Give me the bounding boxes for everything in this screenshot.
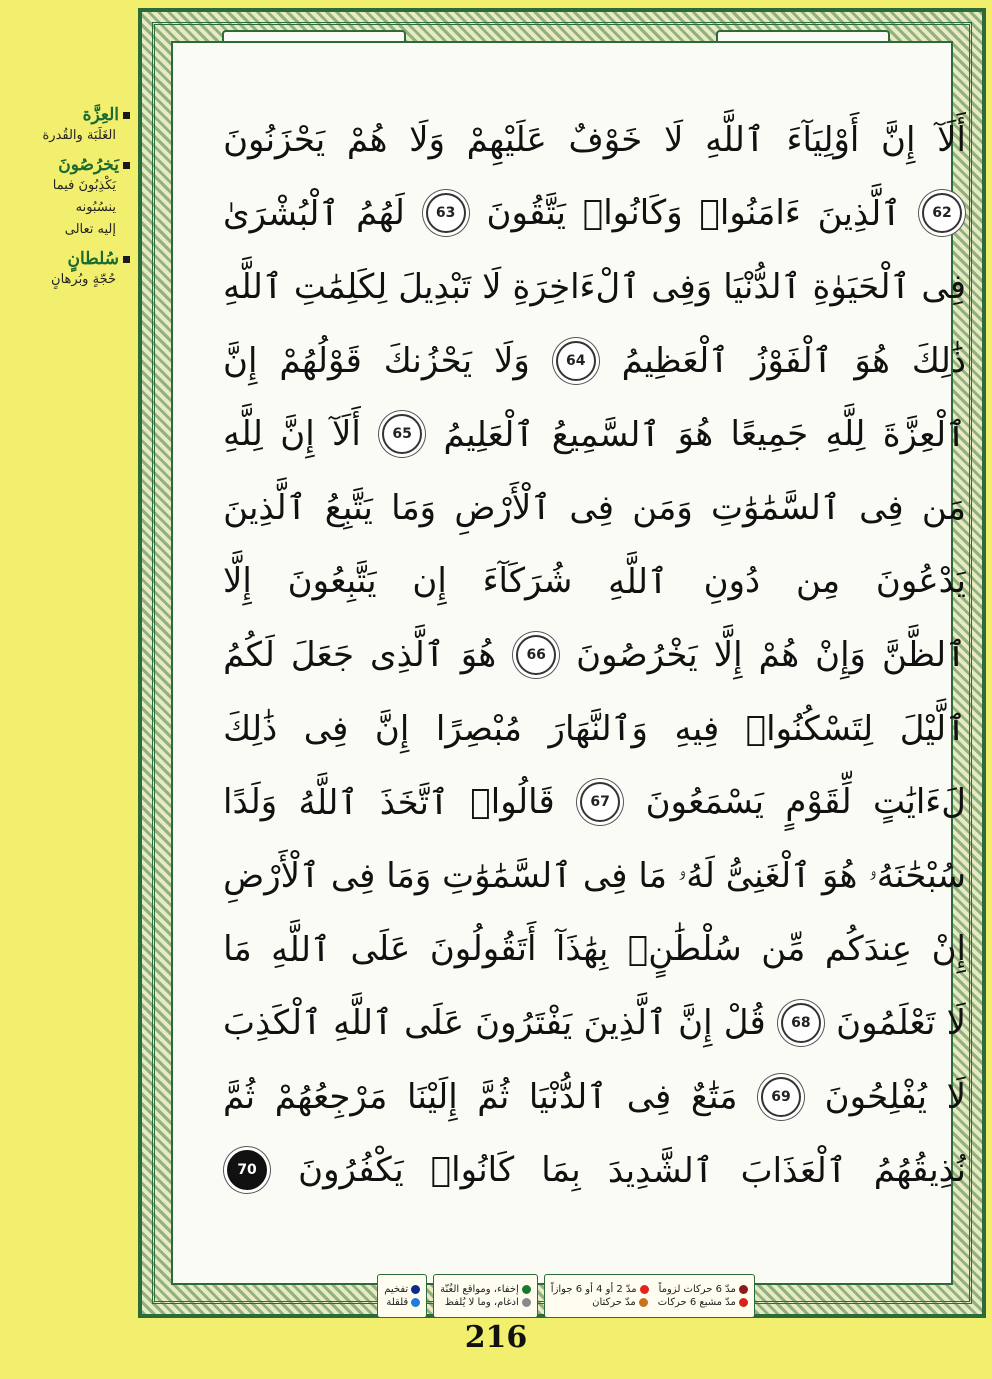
verse-word: لَكُمُ <box>223 634 275 675</box>
verse-line <box>223 1133 966 1207</box>
verse-word: سُلْطَٰنٍۭ <box>627 929 742 970</box>
verse-word: بِمَا <box>541 1150 581 1191</box>
verse-word: ٱلْكَذِبَ <box>223 1003 322 1044</box>
verse-word: لَهُۥ <box>677 855 715 896</box>
verse-word: هُوَ <box>821 855 858 896</box>
verse-word: أَتَقُولُونَ <box>429 929 537 970</box>
verse-word: هُوَ <box>460 634 497 675</box>
verse-word: ٱلشَّدِيدَ <box>607 1150 714 1191</box>
verse-word: يَحْزَنُونَ <box>223 119 326 160</box>
verse-word: ٱلَّذِى <box>369 635 445 676</box>
verse-line <box>223 250 966 324</box>
verse-word: وَٱلنَّهَارَ <box>548 709 648 750</box>
verse-word: ثُمَّ <box>223 1076 256 1117</box>
verse-word: ٱللَّهِ <box>333 1003 393 1044</box>
verse-word: فِى <box>859 487 904 528</box>
verse-word: دُونِ <box>703 561 761 602</box>
bullet-icon <box>123 112 130 119</box>
gloss-entry <box>4 249 130 291</box>
verse-word: أَلَآ <box>937 119 966 160</box>
color-dot-icon <box>739 1285 748 1294</box>
legend-label: مدّ مشبع 6 حركات <box>657 1297 736 1308</box>
verse-word: ٱلَّذِينَ <box>583 1003 667 1044</box>
verse-word: قُلْ <box>723 1002 766 1043</box>
verse-word: وَلَا <box>409 119 445 160</box>
verse-word: سُبْحَٰنَهُۥ <box>868 855 966 896</box>
legend-label: إخفاء، ومواقع الغُنّة <box>440 1284 519 1295</box>
verse-word: هُوَ <box>677 414 714 455</box>
verse-word: لِتَسْكُنُوا۟ <box>745 708 874 749</box>
verse-word: ٱلْءَاخِرَةِ <box>512 267 641 308</box>
ayah-marker: 66 <box>516 635 556 675</box>
verse-word: لِلَّهِ <box>825 414 866 455</box>
verse-word: ٱلَّيْلَ <box>899 709 966 750</box>
verse-word: لَا <box>482 266 502 307</box>
verse-line <box>223 692 966 766</box>
verse-word: فِى <box>582 855 628 896</box>
verse-word: هُوَ <box>854 340 890 381</box>
verse-word: يَفْتَرُونَ <box>475 1002 573 1043</box>
verse-line <box>223 618 966 692</box>
verse-line <box>223 324 966 398</box>
verse-word: عِندَكُم <box>824 929 913 970</box>
verse-word: إِنَّ <box>374 708 410 749</box>
verse-word: لَهُمُ <box>356 193 405 234</box>
verse-line <box>223 1060 966 1134</box>
verse-word: ٱلْأَرْضِ <box>223 856 320 897</box>
verse-word: إِنْ <box>931 929 966 970</box>
verse-word: مَا <box>638 855 667 896</box>
verse-word: خَوْفٌ <box>568 119 643 160</box>
legend-label: قلقلة <box>386 1297 409 1308</box>
legend-row <box>440 1284 531 1295</box>
verse-word: ٱلسَّمِيعُ <box>551 414 661 455</box>
legend-item <box>658 1297 748 1308</box>
legend-item <box>659 1284 748 1295</box>
verse-word: تَعْلَمُونَ <box>836 1002 936 1043</box>
verse-word: إِنَّ <box>881 119 916 160</box>
ayah-marker: 62 <box>922 193 962 233</box>
verse-word: ٱتَّخَذَ <box>379 782 449 823</box>
verse-word: ٱللَّهِ <box>608 561 668 602</box>
verse-word: يَخْرُصُونَ <box>576 634 698 675</box>
verse-line <box>223 765 966 839</box>
legend-row <box>384 1284 420 1295</box>
color-dot-icon <box>411 1285 420 1294</box>
verse-line <box>223 103 966 177</box>
ayah-marker: 64 <box>556 341 596 381</box>
legend-item <box>440 1284 531 1295</box>
verse-word: إِنَّ <box>678 1002 713 1043</box>
gloss-term: العِزَّة <box>82 105 119 125</box>
verse-word: ٱلظَّنَّ <box>881 635 966 676</box>
ayah-marker: 65 <box>382 414 422 454</box>
legend-label: مدّ 6 حركات لزوماً <box>658 1284 736 1295</box>
verse-word: يَسْمَعُونَ <box>645 782 764 823</box>
bullet-icon <box>123 256 130 263</box>
verse-word: مَا <box>223 929 252 970</box>
verse-word: فِى <box>626 1076 672 1117</box>
sidebar-glossary <box>4 105 130 299</box>
verse-word: أَلَآ <box>331 414 361 455</box>
verse-word: إِلَّا <box>713 634 743 675</box>
legend-item <box>592 1297 648 1308</box>
verse-word: وَمَا <box>386 855 432 896</box>
bullet-icon <box>123 162 130 169</box>
verse-word: قَوْلُهُمْ <box>279 340 362 381</box>
legend-row <box>551 1297 748 1308</box>
gloss-definition: يَكْذِبُونَ فيما <box>52 178 116 193</box>
gloss-term: يَخرُصُونَ <box>58 155 119 175</box>
verse-word: ٱلْغَنِىُّ <box>725 856 812 897</box>
verse-word: مِّن <box>761 929 806 970</box>
verse-word: يَتَّبِعُ <box>324 487 373 528</box>
verse-word: قَالُوا۟ <box>470 782 555 823</box>
verse-word: جَعَلَ <box>290 634 354 675</box>
verse-line <box>223 913 966 987</box>
verse-word: نُذِيقُهُمُ <box>873 1150 966 1191</box>
legend-madd-box <box>544 1274 755 1318</box>
verse-word: عَلَى <box>350 929 411 970</box>
verse-word: ٱلْفَوْزُ <box>751 341 833 382</box>
verse-word: ٱلسَّمَٰوَٰتِ <box>711 488 841 529</box>
verse-word: ٱللَّهِ <box>705 120 765 161</box>
verse-word: فِى <box>330 855 376 896</box>
legend-row <box>440 1297 531 1308</box>
verse-word: ٱلدُّنْيَا <box>528 1077 608 1118</box>
verse-word: وَفِى <box>651 266 713 307</box>
color-dot-icon <box>640 1285 649 1294</box>
gloss-entry <box>4 155 130 241</box>
verse-word: يَتَّبِعُونَ <box>287 561 377 602</box>
verse-word: فِى <box>921 266 966 307</box>
gloss-definition: ينسُبُونه <box>75 200 116 215</box>
legend-row <box>384 1297 420 1308</box>
verse-word: هُمْ <box>346 119 388 160</box>
legend-label: مدّ حركتان <box>592 1297 636 1308</box>
verse-word: لَا <box>946 1076 966 1117</box>
verse-line <box>223 471 966 545</box>
verse-word: إِلَيْنَا <box>406 1076 458 1117</box>
verse-word: ثُمَّ <box>477 1076 510 1117</box>
legend-item <box>551 1284 649 1295</box>
verse-word: يَحْزُنكَ <box>383 340 473 381</box>
verse-word: إِنَّ <box>280 414 315 455</box>
text-area <box>171 41 966 1285</box>
legend-item <box>445 1297 531 1308</box>
ayah-marker: 69 <box>761 1077 801 1117</box>
verse-word: بِهَٰذَآ <box>555 929 609 970</box>
gloss-definition: إليه تعالى <box>64 222 116 237</box>
verse-word: كَانُوا۟ <box>430 1150 515 1191</box>
verse-word: ٱلْعَظِيمُ <box>621 341 730 382</box>
verse-word: لَءَايَٰتٍ <box>873 782 966 823</box>
verse-word: فِيهِ <box>674 708 720 749</box>
verse-lines <box>223 103 966 1207</box>
verse-word: ٱلْأَرْضِ <box>454 488 552 529</box>
verse-word: جَمِيعًا <box>730 414 809 455</box>
verse-word: ذَٰلِكَ <box>911 340 966 381</box>
verse-word: ٱللَّهُ <box>298 782 359 823</box>
ayah-marker: 68 <box>781 1003 821 1043</box>
verse-word: عَلَى <box>404 1002 464 1043</box>
ayah-marker: 63 <box>426 193 466 233</box>
verse-word: إِن <box>412 561 447 602</box>
page-number: 216 <box>464 1320 528 1355</box>
verse-word: مِن <box>795 561 841 602</box>
verse-word: وَلَا <box>493 340 530 381</box>
verse-word: وَكَانُوا۟ <box>582 193 683 234</box>
verse-word: لَا <box>663 119 684 160</box>
verse-word: ٱلْبُشْرَىٰ <box>223 193 340 234</box>
verse-word: هُمْ <box>758 634 800 675</box>
legend-row <box>551 1284 748 1295</box>
verse-word: ٱلْعَلِيمُ <box>443 414 535 455</box>
verse-word: ٱللَّهِ <box>223 267 283 308</box>
legend-label: ادغام، وما لا يُلفظ <box>444 1297 519 1308</box>
color-dot-icon <box>522 1298 531 1307</box>
verse-word: تَبْدِيلَ <box>398 266 472 307</box>
legend-item <box>386 1297 420 1308</box>
legend-tafkhim-box <box>377 1274 427 1318</box>
verse-word: وَمَن <box>632 487 693 528</box>
verse-word: ٱلَّذِينَ <box>223 488 307 529</box>
verse-word: يَكْفُرُونَ <box>298 1150 404 1191</box>
verse-word: ٱللَّهِ <box>271 929 331 970</box>
ayah-marker: 67 <box>580 782 620 822</box>
verse-word: يَدْعُونَ <box>875 561 966 602</box>
color-dot-icon <box>522 1285 531 1294</box>
verse-line <box>223 545 966 619</box>
verse-word: فِى <box>303 708 349 749</box>
verse-word: مَن <box>921 487 966 528</box>
verse-word: فِى <box>569 487 615 528</box>
page-frame <box>138 8 986 1318</box>
verse-word: ٱلسَّمَٰوَٰتِ <box>442 856 572 897</box>
verse-word: وَمَا <box>391 487 437 528</box>
verse-word: ءَامَنُوا۟ <box>699 193 801 234</box>
verse-word: إِنَّ <box>223 340 258 381</box>
gloss-entry <box>4 105 130 147</box>
verse-word: لَا <box>946 1002 966 1043</box>
verse-word: ٱلْعَذَابَ <box>740 1150 847 1191</box>
color-dot-icon <box>411 1298 420 1307</box>
verse-word: ذَٰلِكَ <box>223 708 278 749</box>
color-dot-icon <box>739 1298 748 1307</box>
color-dot-icon <box>639 1298 648 1307</box>
gloss-definition: الغَلَبَة والقُدرة <box>42 128 116 143</box>
verse-word: أَوْلِيَآءَ <box>786 119 860 160</box>
verse-word: مُبْصِرًا <box>435 708 522 749</box>
verse-word: لِكَلِمَٰتِ <box>293 266 388 307</box>
verse-word: يَتَّقُونَ <box>486 193 566 234</box>
verse-word: ٱلَّذِينَ <box>817 193 902 234</box>
verse-word: ٱلدُّنْيَا <box>723 267 802 308</box>
verse-word: شُرَكَآءَ <box>482 561 573 602</box>
verse-word: وَلَدًا <box>223 782 278 823</box>
verse-word: مَتَٰعٌ <box>690 1076 738 1117</box>
verse-line <box>223 397 966 471</box>
verse-line <box>223 177 966 251</box>
gloss-definition: حُجّةٍ وبُرهانٍ <box>51 272 116 287</box>
gloss-term: سُلطانٍ <box>67 249 119 269</box>
tajweed-legend <box>142 1274 990 1318</box>
verse-word: مَرْجِعُهُمْ <box>274 1076 388 1117</box>
ayah-marker: 70 <box>227 1150 267 1190</box>
verse-word: وَإِنْ <box>815 634 866 675</box>
verse-word: يُفْلِحُونَ <box>824 1076 928 1117</box>
verse-line <box>223 986 966 1060</box>
verse-word: عَلَيْهِمْ <box>466 119 547 160</box>
legend-item <box>384 1284 420 1295</box>
legend-ghunna-box <box>433 1274 538 1318</box>
verse-word: إِلَّا <box>223 561 252 602</box>
verse-line <box>223 839 966 913</box>
verse-word: لِّقَوْمٍ <box>785 782 852 823</box>
legend-label: مدّ 2 أو 4 أو 6 جوازاً <box>550 1284 637 1295</box>
verse-word: لِلَّهِ <box>223 414 263 455</box>
verse-word: ٱلْعِزَّةَ <box>882 414 966 455</box>
verse-word: ٱلْحَيَوٰةِ <box>812 267 911 308</box>
legend-label: تفخيم <box>384 1284 409 1295</box>
